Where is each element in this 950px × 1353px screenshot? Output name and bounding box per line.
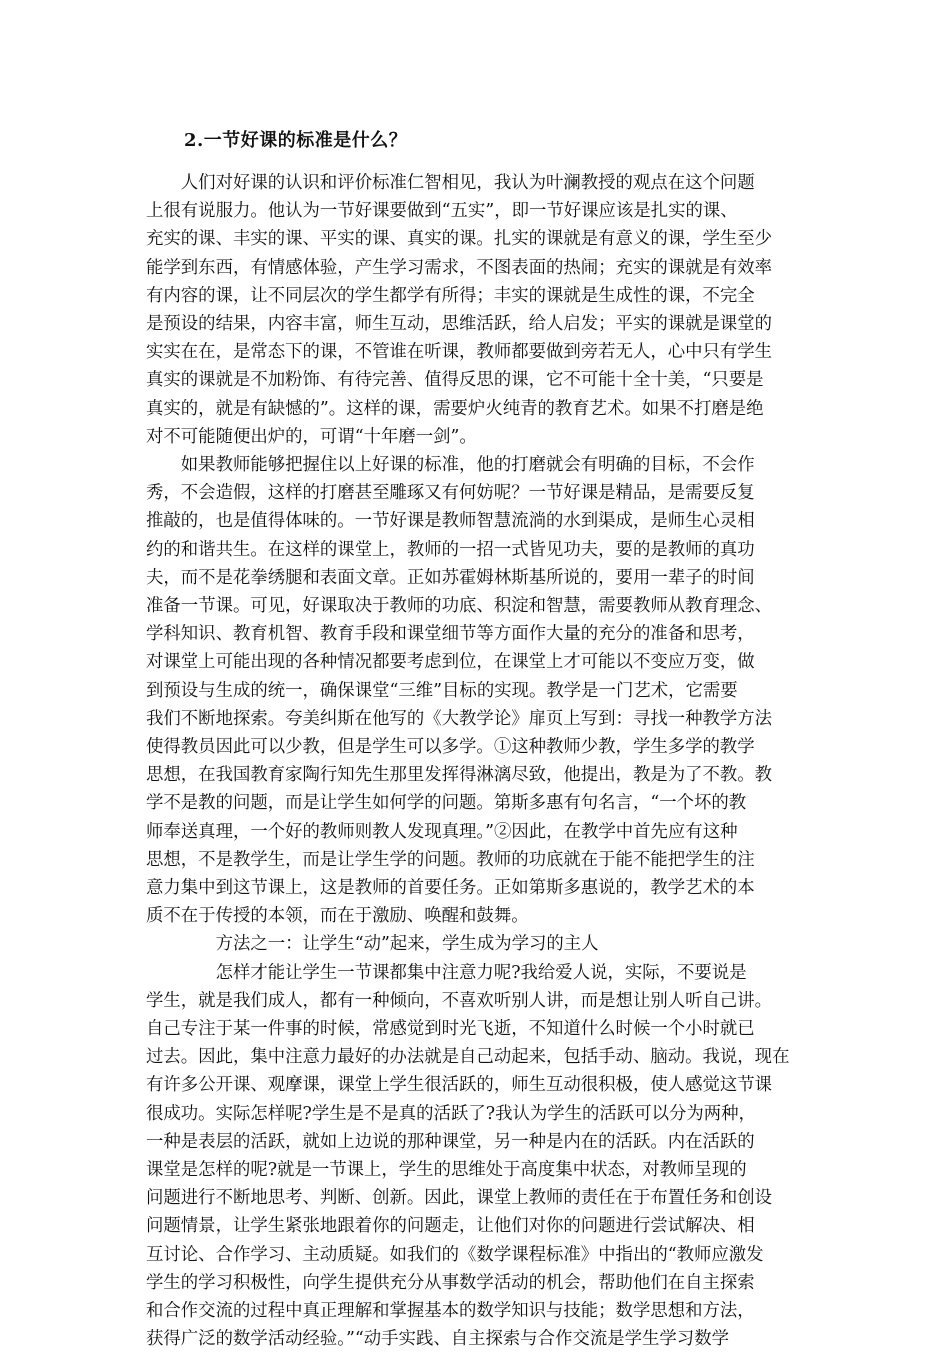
text-line: 学生的学习积极性，向学生提供充分从事数学活动的机会，帮助他们在自主探索 [146,1272,755,1293]
text-line: 很成功。实际怎样呢?学生是不是真的活跃了?我认为学生的活跃可以分为两种， [146,1103,756,1124]
text-line: 是预设的结果，内容丰富，师生互动，思维活跃，给人启发；平实的课就是课堂的 [146,314,773,334]
text-line: 对课堂上可能出现的各种情况都要考虑到位，在课堂上才可能以不变应万变，做 [146,652,755,673]
text-line: 课堂是怎样的呢?就是一节课上，学生的思维处于高度集中状态，对教师呈现的 [146,1160,747,1180]
text-line: 自己专注于某一件事的时候，常感觉到时光飞逝，不知道什么时候一个小时就已 [146,1019,755,1039]
text-line: 一种是表层的活跃，就如上边说的那种课堂，另一种是内在的活跃。内在活跃的 [146,1131,755,1152]
text-line: 上很有说服力。他认为一节好课要做到“五实”，即一节好课应该是扎实的课、 [146,201,738,222]
text-line: 我们不断地探索。夸美纠斯在他写的《大教学论》扉页上写到：寻找一种教学方法 [146,708,773,729]
text-line: 对不可能随便出炉的，可谓“十年磨一剑”。 [146,426,477,447]
text-line: 问题情景，让学生紧张地跟着你的问题走，让他们对你的问题进行尝试解决、相 [146,1216,755,1237]
text-line: 和合作交流的过程中真正理解和掌握基本的数学知识与技能；数学思想和方法， [146,1301,755,1321]
text-line: 方法之一：让学生“动”起来，学生成为学习的主人 [146,934,599,955]
text-line: 使得教员因此可以少教，但是学生可以多学。①这种教师少教，学生多学的教学 [146,737,755,757]
text-line: 意力集中到这节课上，这是教师的首要任务。正如第斯多惠说的，教学艺术的本 [146,878,755,898]
text-line: 过去。因此，集中注意力最好的办法就是自己动起来，包括手动、脑动。我说，现在 [146,1047,790,1068]
text-line: 学生，就是我们成人，都有一种倾向，不喜欢听别人讲，而是想让别人听自己讲。 [146,990,773,1011]
text-line: 质不在于传授的本领，而在于激励、唤醒和鼓舞。 [146,906,529,927]
section-heading: 2.一节好课的标准是什么？ [184,130,408,151]
text-line: 学不是教的问题，而是让学生如何学的问题。第斯多惠有句名言，“一个坏的教 [146,793,747,814]
text-line: 秀，不会造假，这样的打磨甚至雕琢又有何妨呢？一节好课是精品，是需要反复 [146,483,755,504]
text-line: 师奉送真理，一个好的教师则教人发现真理。”②因此，在教学中首先应有这种 [146,821,738,842]
text-line: 如果教师能够把握住以上好课的标准，他的打磨就会有明确的目标，不会作 [146,455,755,475]
text-line: 问题进行不断地思考、判断、创新。因此，课堂上教师的责任在于布置任务和创设 [146,1188,773,1209]
text-line: 能学到东西，有情感体验，产生学习需求，不图表面的热闹；充实的课就是有效率 [146,257,773,278]
text-line: 到预设与生成的统一，确保课堂“三维”目标的实现。教学是一门艺术，它需要 [146,680,738,701]
text-line: 准备一节课。可见，好课取决于教师的功底、积淀和智慧，需要教师从教育理念、 [146,596,773,616]
text-line: 约的和谐共生。在这样的课堂上，教师的一招一式皆见功夫，要的是教师的真功 [146,539,755,560]
text-line: 有许多公开课、观摩课，课堂上学生很活跃的，师生互动很积极，使人感觉这节课 [146,1075,773,1096]
text-line: 思想，在我国教育家陶行知先生那里发挥得淋漓尽致，他提出，教是为了不教。教 [146,765,773,786]
text-line: 怎样才能让学生一节课都集中注意力呢?我给爱人说，实际，不要说是 [146,962,747,983]
text-line: 真实的课就是不加粉饰、有待完善、值得反思的课，它不可能十全十美，“只要是 [146,370,764,391]
text-line: 充实的课、丰实的课、平实的课、真实的课。扎实的课就是有意义的课，学生至少 [146,229,773,250]
text-line: 推敲的，也是值得体味的。一节好课是教师智慧流淌的水到渠成，是师生心灵相 [146,511,755,532]
text-line: 实实在在，是常态下的课，不管谁在听课，教师都要做到旁若无人，心中只有学生 [146,342,773,363]
text-line: 获得广泛的数学活动经验。”“动手实践、自主探索与合作交流是学生学习数学 [146,1329,729,1350]
text-line: 互讨论、合作学习、主动质疑。如我们的《数学课程标准》中指出的“教师应激发 [146,1244,764,1265]
text-line: 学科知识、教育机智、教育手段和课堂细节等方面作大量的充分的准备和思考， [146,624,755,645]
text-line: 真实的，就是有缺憾的”。这样的课，需要炉火纯青的教育艺术。如果不打磨是绝 [146,398,764,419]
text-line: 夫，而不是花拳绣腿和表面文章。正如苏霍姆林斯基所说的，要用一辈子的时间 [146,567,755,588]
text-line: 思想，不是教学生，而是让学生学的问题。教师的功底就在于能不能把学生的注 [146,849,755,870]
text-line: 有内容的课，让不同层次的学生都学有所得；丰实的课就是生成性的课，不完全 [146,285,755,306]
text-line: 人们对好课的认识和评价标准仁智相见，我认为叶澜教授的观点在这个问题 [146,173,755,193]
